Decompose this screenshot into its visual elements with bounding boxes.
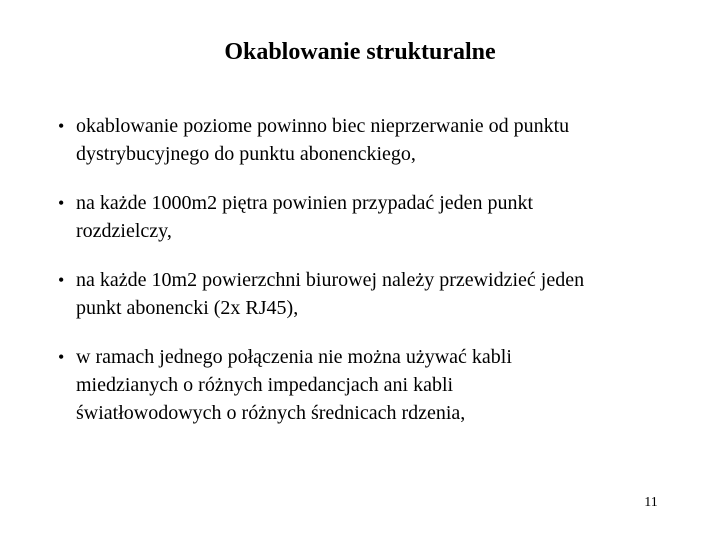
- bullet-text-line: na każde 1000m2 piętra powinien przypadać jeden punkt: [76, 192, 534, 214]
- bullet-text-line: okablowanie poziome powinno biec nieprzerwanie od punktu: [76, 115, 570, 137]
- bullet-item-3: [58, 266, 698, 322]
- bullet-dot-icon: •: [58, 116, 65, 136]
- bullet-dot-icon: •: [58, 270, 65, 290]
- bullet-item-4: [58, 343, 698, 427]
- bullet-text-line: dystrybucyjnego do punktu abonenckiego,: [76, 143, 416, 165]
- bullet-text-line: rozdzielczy,: [76, 220, 172, 242]
- bullet-item-1: [58, 112, 698, 168]
- bullet-text-line: punkt abonencki (2x RJ45),: [76, 297, 299, 319]
- bullet-text-line: w ramach jednego połączenia nie można używać kabli: [76, 346, 512, 368]
- bullet-dot-icon: •: [58, 193, 65, 213]
- bullet-list: [58, 112, 698, 448]
- bullet-text-line: miedzianych o różnych impedancjach ani kabli: [76, 374, 454, 396]
- bullet-text-line: na każde 10m2 powierzchni biurowej należy przewidzieć jeden: [76, 269, 585, 291]
- page-number: 11: [644, 495, 658, 510]
- slide-title: Okablowanie strukturalne: [224, 39, 496, 65]
- bullet-text-line: światłowodowych o różnych średnicach rdzenia,: [76, 402, 466, 424]
- bullet-dot-icon: •: [58, 347, 65, 367]
- bullet-item-2: [58, 189, 698, 245]
